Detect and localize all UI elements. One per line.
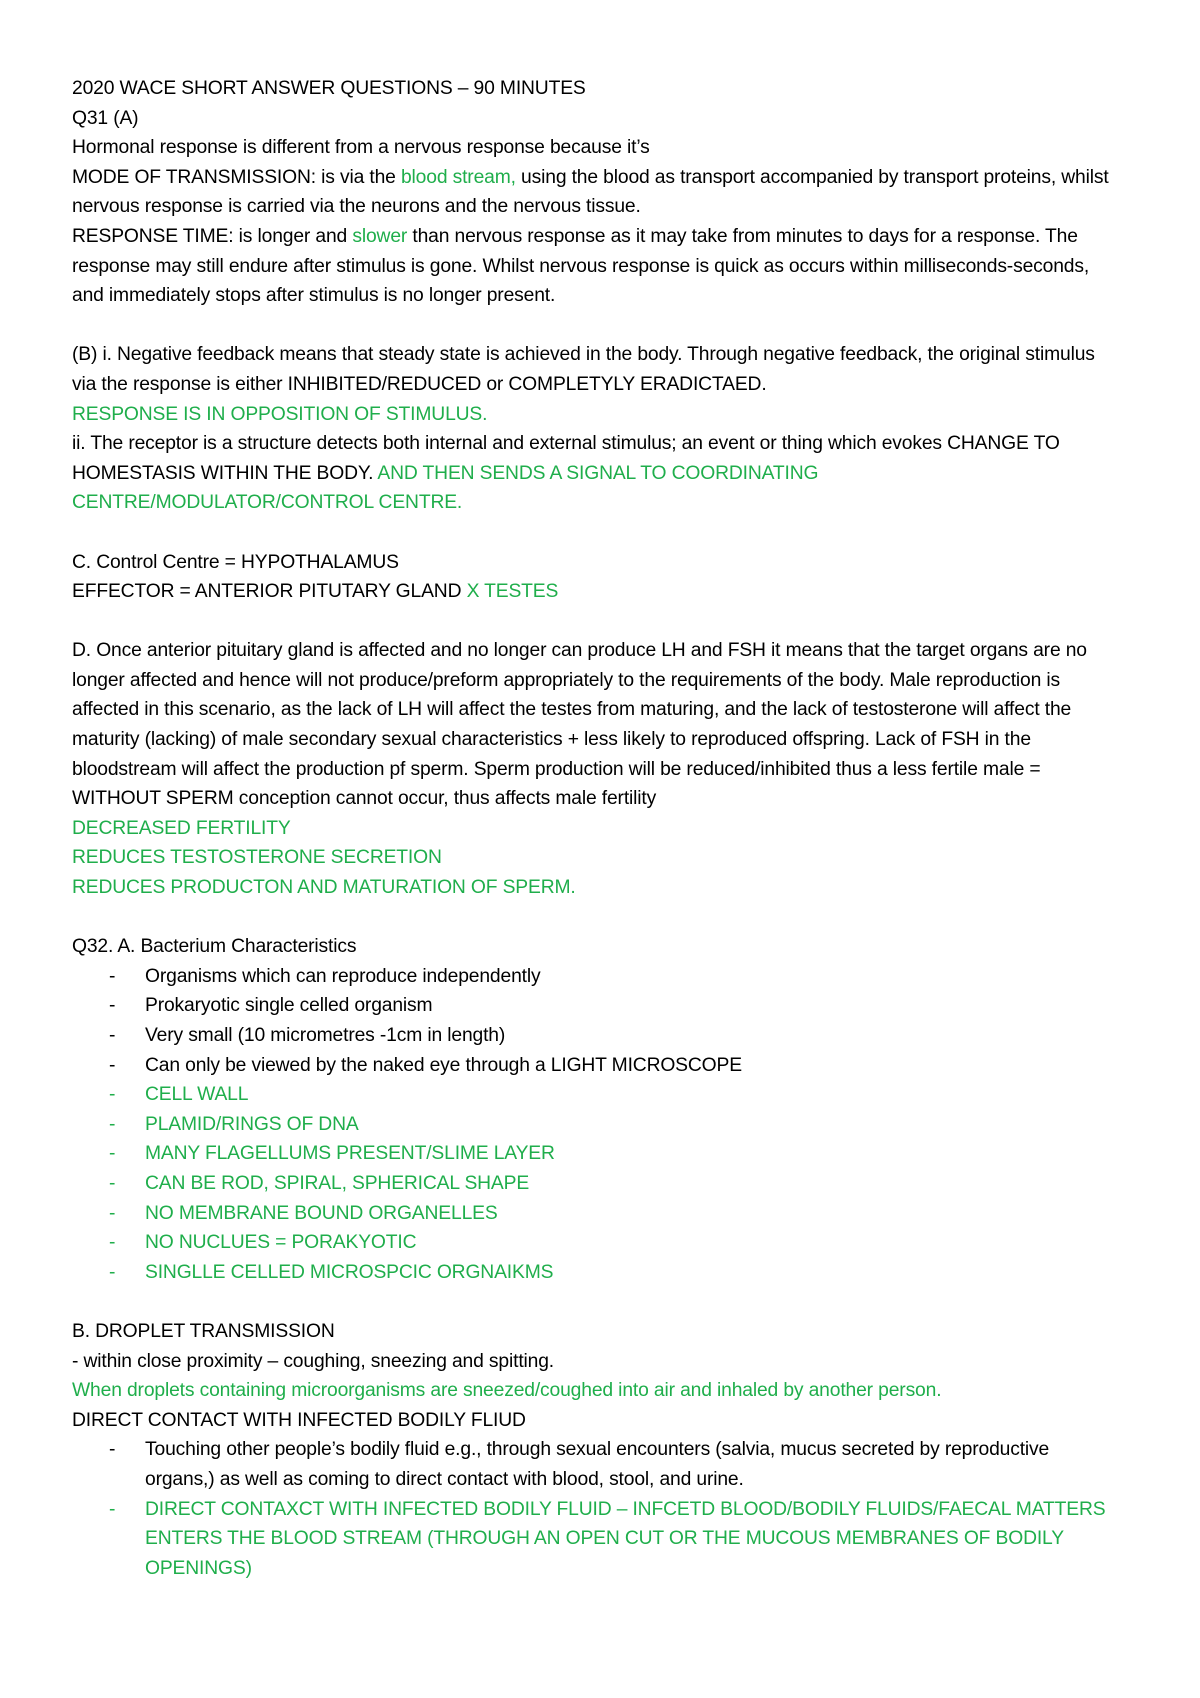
effector-text: EFFECTOR = ANTERIOR PITUTARY GLAND [72, 581, 467, 603]
q32-b-green: When droplets containing microorganisms are sneezed/coughed into air and inhaled by another person. [72, 1380, 942, 1402]
direct-contact-list [72, 1435, 1120, 1583]
q31-d-green-2: REDUCES TESTOSTERONE SECRETION [72, 847, 442, 869]
resp-text-b: than nervous response as it may take from minutes to days for a response. The response may still endure after stimulus is gone. Whilst nervous response is quick as occurs within milliseconds-seconds, and immediately stops after stimulus is no longer present. [72, 225, 1090, 307]
dash-marker: - [109, 1232, 116, 1254]
dash-marker: - [109, 1261, 116, 1283]
dash-marker: - [109, 1439, 116, 1461]
mode-text-a: MODE OF TRANSMISSION: is via the [72, 166, 401, 188]
mode-text-b: using the blood as transport accompanied by transport proteins, whilst nervous response is carried via the neurons and the nervous tissue. [72, 166, 1109, 218]
b-ii-green: AND THEN SENDS A SIGNAL TO COORDINATING CENTRE/MODULATOR/CONTROL CENTRE. [72, 462, 819, 514]
resp-text-a: RESPONSE TIME: is longer and [72, 225, 353, 247]
spacer [72, 311, 1120, 341]
q32-b-heading: B. DROPLET TRANSMISSION [72, 1320, 335, 1342]
list-item-text: MANY FLAGELLUMS PRESENT/SLIME LAYER [145, 1143, 555, 1165]
list-item-text: SINGLLE CELLED MICROSPCIC ORGNAIKMS [145, 1261, 554, 1283]
list-item [72, 1228, 1120, 1258]
list-item-text: Can only be viewed by the naked eye through a LIGHT MICROSCOPE [145, 1054, 742, 1076]
q31-d-green-1: DECREASED FERTILITY [72, 817, 291, 839]
q31-d-text: D. Once anterior pituitary gland is affected and no longer can produce LH and FSH it means that the target organs are no longer affected and hence will not produce/preform appropriately to the requirements of the body. Male reproduction is affected in this scenario, as the lack of LH will affect the testes from maturing, and the lack of testosterone will affect the maturity (lacking) of male secondary sexual characteristics + less likely to reproduced offspring. Lack of FSH in the bloodstream will affect the production pf sperm. Sperm production will be reduced/inhibited thus a less fertile male = WITHOUT SPERM conception cannot occur, thus affects male fertility [72, 640, 1087, 810]
mode-text-green: blood stream, [400, 166, 516, 188]
list-item [72, 1199, 1120, 1229]
q31-c-effector [72, 577, 1120, 607]
list-item [72, 1080, 1120, 1110]
list-item-text: CELL WALL [145, 1084, 249, 1106]
list-item-text: PLAMID/RINGS OF DNA [145, 1113, 359, 1135]
q31-heading: Q31 (A) [72, 107, 139, 129]
dash-marker: - [109, 1113, 116, 1135]
q31-b-ii [72, 429, 1120, 518]
dash-marker: - [109, 995, 116, 1017]
q31-b-i-green: RESPONSE IS IN OPPOSITION OF STIMULUS. [72, 403, 488, 425]
list-item-text: Touching other people’s bodily fluid e.g., through sexual encounters (salvia, mucus secreted by reproductive organs,) as well as coming to direct contact with blood, stool, and urine. [145, 1439, 1050, 1490]
document-title: 2020 WACE SHORT ANSWER QUESTIONS – 90 MINUTES [72, 78, 586, 99]
resp-text-green: slower [352, 225, 408, 247]
list-item-text: Very small (10 micrometres -1cm in length) [145, 1025, 506, 1046]
q31-mode-of-transmission [72, 163, 1120, 222]
effector-green: X TESTES [466, 581, 559, 603]
list-item [72, 1139, 1120, 1169]
list-item [72, 1435, 1120, 1494]
dash-marker: - [109, 1084, 116, 1106]
spacer [72, 1287, 1120, 1317]
q32-heading: Q32. A. Bacterium Characteristics [72, 936, 357, 958]
direct-contact-heading: DIRECT CONTACT WITH INFECTED BODILY FLIUD [72, 1409, 526, 1431]
list-item-text: CAN BE ROD, SPIRAL, SPHERICAL SHAPE [145, 1172, 530, 1194]
list-item [72, 1110, 1120, 1140]
dash-marker: - [109, 1172, 116, 1194]
dash-marker: - [109, 1025, 116, 1046]
dash-marker: - [109, 965, 116, 987]
b-ii-text: ii. The receptor is a structure detects both internal and external stimulus; an event or thing which evokes CHANGE TO HOMESTASIS WITHIN THE BODY. [72, 433, 1060, 484]
q31-b-i: (B) i. Negative feedback means that steady state is achieved in the body. Through negative feedback, the original stimulus via the response is either INHIBITED/REDUCED or COMPLETYLY ERADICTAED. [72, 344, 1095, 395]
q31-c-control-centre: C. Control Centre = HYPOTHALAMUS [72, 551, 399, 573]
spacer [72, 903, 1120, 933]
list-item [72, 962, 1120, 992]
q31-d-green-3: REDUCES PRODUCTON AND MATURATION OF SPERM. [72, 877, 576, 899]
dash-marker: - [109, 1498, 116, 1520]
list-item [72, 991, 1120, 1021]
dash-marker: - [109, 1054, 116, 1076]
list-item-text: Prokaryotic single celled organism [145, 995, 433, 1017]
list-item [72, 1495, 1120, 1584]
list-item-text: Organisms which can reproduce independently [145, 965, 541, 987]
spacer [72, 518, 1120, 548]
dash-marker: - [109, 1143, 116, 1165]
q31-response-time [72, 222, 1120, 311]
dash-marker: - [109, 1202, 116, 1224]
spacer [72, 607, 1120, 637]
q31-intro: Hormonal response is different from a nervous response because it’s [72, 137, 650, 159]
list-item [72, 1169, 1120, 1199]
list-item [72, 1051, 1120, 1081]
q32-b-line: - within close proximity – coughing, sneezing and spitting. [72, 1350, 555, 1372]
list-item-text: NO MEMBRANE BOUND ORGANELLES [145, 1202, 498, 1224]
list-item-text: DIRECT CONTAXCT WITH INFECTED BODILY FLUID – INFCETD BLOOD/BODILY FLUIDS/FAECAL MATTERS ENTERS THE BLOOD STREAM (THROUGH AN OPEN CUT OR THE MUCOUS MEMBRANES OF BODILY OPENINGS) [145, 1498, 1106, 1579]
list-item-text: NO NUCLUES = PORAKYOTIC [145, 1232, 417, 1254]
list-item [72, 1021, 1120, 1051]
list-item [72, 1258, 1120, 1288]
bacterium-list [72, 962, 1120, 1288]
